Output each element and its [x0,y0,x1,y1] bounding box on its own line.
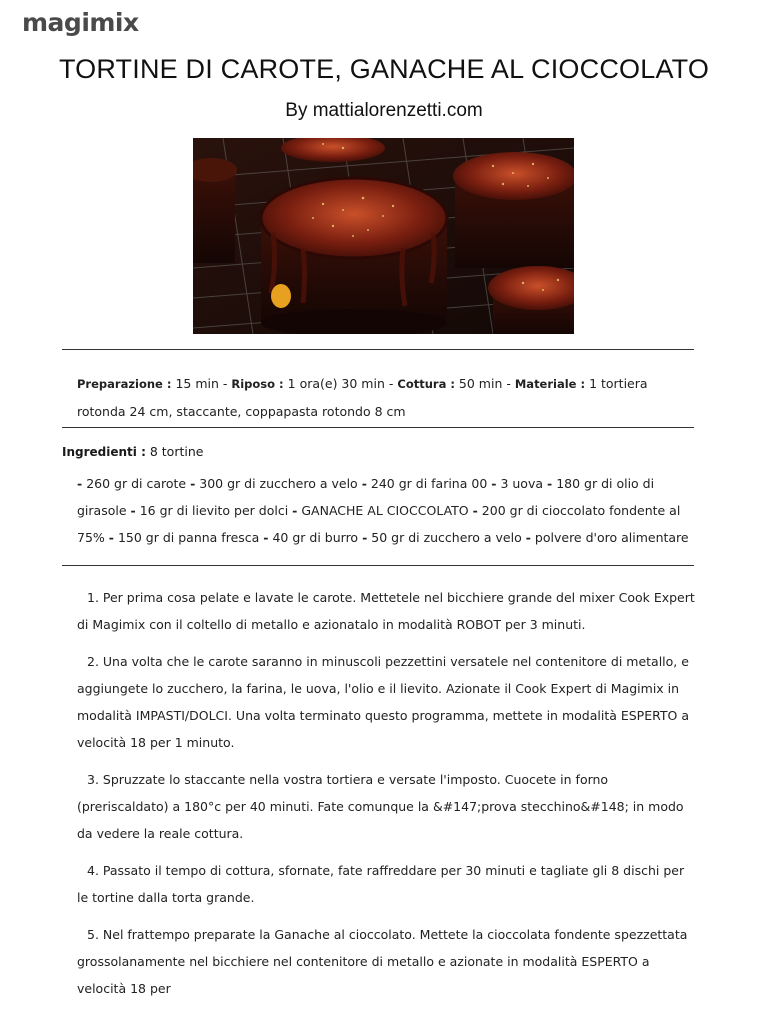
recipe-title: TORTINE DI CAROTE, GANACHE AL CIOCCOLATO [58,54,710,84]
instruction-step: 2. Una volta che le carote saranno in minuscoli pezzettini versatele nel contenitore di metallo, e aggiungete lo zucchero, la farina, le uova, l'olio e il lievito. Azionate il Cook Expert di Magimix in modalità IMPASTI/DOLCI. Una volta terminato questo programma, mettete in modalità ESPERTO a velocità 18 per 1 minuto. [77,654,690,750]
ingredient-item: 300 gr di zucchero a velo [199,476,358,491]
prep-value: 15 min [175,376,219,391]
ingredient-separator: - [491,476,497,491]
recipe-meta [77,370,697,425]
meta-separator: - [506,376,511,391]
ingredient-item: polvere d'oro alimentare [534,530,689,545]
material-label: Materiale : [514,377,586,391]
ingredient-separator: - [525,530,531,545]
recipe-photo [193,138,574,334]
ingredient-item: 240 gr di farina 00 [370,476,488,491]
ingredient-item: 200 gr di cioccolato fondente al 75% [77,503,681,545]
instruction-step: 5. Nel frattempo preparate la Ganache al cioccolato. Mettete la cioccolata fondente spezzettata grossolanamente nel bicchiere nel contenitore di metallo e azionate in modalità ESPERTO a velocità 18 per [77,927,688,996]
rest-value: 1 ora(e) 30 min [287,376,385,391]
ingredient-separator: - [361,476,367,491]
instruction-step: 1. Per prima cosa pelate e lavate le carote. Mettetele nel bicchiere grande del mixer Cook Expert di Magimix con il coltello di metallo e azionatalo in modalità ROBOT per 3 minuti. [77,590,695,632]
ingredient-separator: - [108,530,114,545]
meta-separator: - [388,376,394,391]
rest-label: Riposo : [231,377,284,391]
ingredient-item: GANACHE AL CIOCCOLATO [301,503,469,518]
ingredient-separator: - [362,530,368,545]
ingredient-separator: - [130,503,136,518]
ingredient-separator: - [263,530,269,545]
cook-label: Cottura : [397,377,455,391]
divider [62,427,694,428]
ingredient-item: 16 gr di lievito per dolci [139,503,289,518]
ingredient-separator: - [190,476,196,491]
ingredient-separator: - [77,476,83,491]
prep-label: Preparazione : [77,377,172,391]
ingredients-label: Ingredienti : [62,445,146,459]
ingredient-item: 150 gr di panna fresca [117,530,260,545]
material-value: 1 tortiera rotonda 24 cm, staccante, coppapasta rotondo 8 cm [77,376,648,419]
instruction-step: 4. Passato il tempo di cottura, sfornate, fate raffreddare per 30 minuti e tagliate gli 8 dischi per le tortine dalla torta grande. [77,863,685,905]
ingredient-separator: - [547,476,553,491]
ingredients-list [77,470,697,551]
ingredients-yield: 8 tortine [149,444,204,459]
ingredient-item: 40 gr di burro [272,530,359,545]
ingredient-item: 3 uova [500,476,544,491]
ingredient-item: 180 gr di olio di girasole [77,476,655,518]
recipe-byline: By mattialorenzetti.com [285,100,483,121]
ingredient-item: 260 gr di carote [86,476,187,491]
instructions [77,584,697,1012]
instruction-step: 3. Spruzzate lo staccante nella vostra tortiera e versate l'imposto. Cuocete in forno (preriscaldato) a 180°c per 40 minuti. Fate comunque la &#147;prova stecchino&#148; in modo da vedere la reale cottura. [77,772,684,841]
ingredients-heading [62,444,203,459]
ingredient-item: 50 gr di zucchero a velo [371,530,522,545]
divider [62,565,694,566]
chocolate-tartlets-illustration [193,138,574,334]
ingredient-separator: - [472,503,478,518]
divider [62,349,694,350]
meta-separator: - [222,376,228,391]
ingredient-separator: - [292,503,298,518]
cook-value: 50 min [458,376,503,391]
brand-logo: magimix [22,8,139,37]
